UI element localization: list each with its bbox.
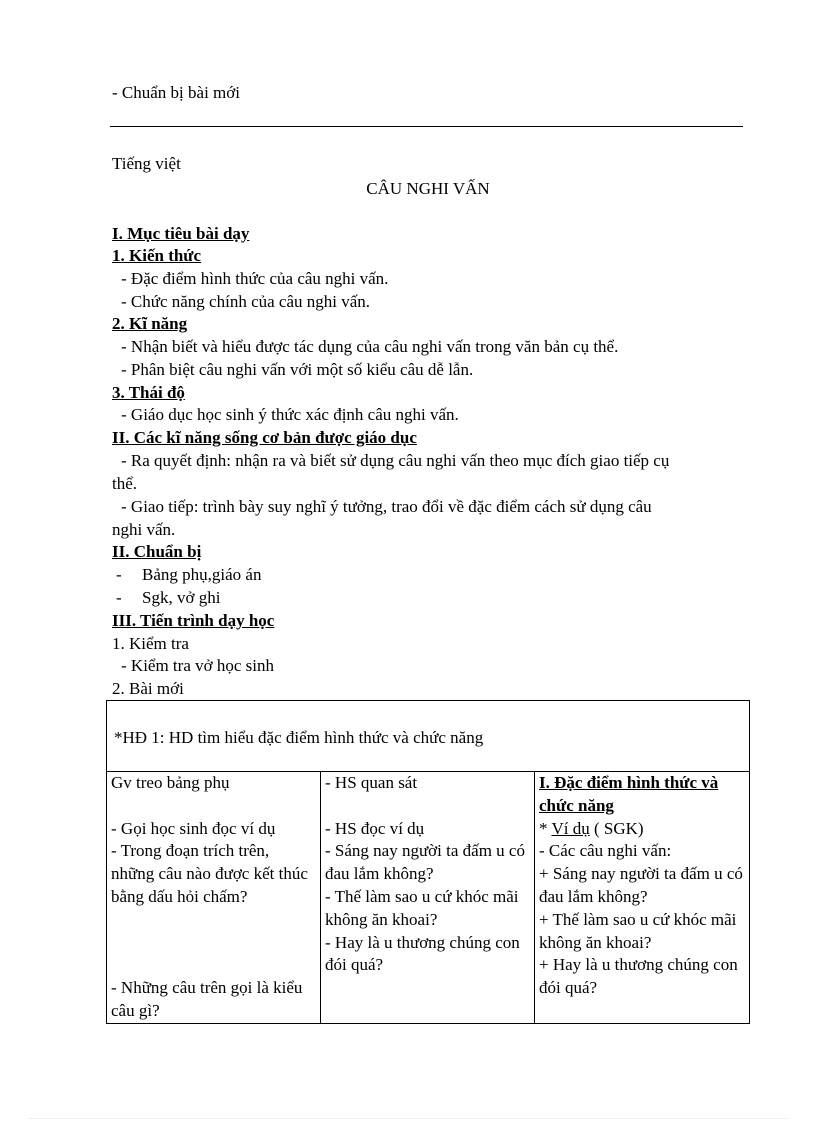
life-skills-heading: II. Các kĩ năng sống cơ bản được giáo dục (112, 428, 417, 447)
preparation-item-text: Sgk, vở ghi (142, 588, 221, 607)
content-heading: I. Đặc điểm hình thức và chức năng (539, 773, 719, 815)
activity-title: *HĐ 1: HD tìm hiểu đặc điểm hình thức và chức năng (107, 701, 750, 772)
question-item: + Thế làm sao u cứ khóc mãi không ăn khoai? (539, 909, 737, 952)
top-note: - Chuẩn bị bài mới (112, 83, 240, 102)
table-row (107, 772, 750, 1024)
life-skills-line: thể. (112, 474, 138, 493)
life-skills-line: - Giao tiếp: trình bày suy nghĩ ý tưởng, trao đổi về đặc điểm cách sử dụng câu (121, 497, 652, 516)
question-item: + Sáng nay người ta đấm u có đau lắm không? (539, 864, 743, 906)
activity-row (107, 701, 750, 772)
teacher-column (107, 772, 321, 1024)
knowledge-heading: 1. Kiến thức (112, 246, 202, 265)
attitude-item: - Giáo dục học sinh ý thức xác định câu nghi vấn. (121, 405, 459, 424)
teacher-step: Gv treo bảng phụ (111, 773, 230, 792)
subject-label: Tiếng việt (112, 154, 181, 173)
attitude-heading: 3. Thái độ (112, 383, 185, 402)
lesson-title: CÂU NGHI VẤN (366, 179, 490, 198)
student-step: - Thế làm sao u cứ khóc mãi không ăn khoai? (325, 886, 519, 929)
lesson-table (106, 700, 750, 1024)
section-divider (110, 126, 743, 127)
question-intro: - Các câu nghi vấn: (539, 841, 672, 861)
skills-heading: 2. Kĩ năng (112, 314, 188, 333)
question-item: + Hay là u thương chúng con đói quá? (539, 955, 738, 998)
teacher-step: - Gọi học sinh đọc ví dụ (111, 818, 276, 838)
student-column (321, 772, 535, 1024)
check-heading: 1. Kiểm tra (112, 634, 189, 653)
process-heading: III. Tiến trình dạy học (112, 611, 275, 630)
student-step: - Hay là u thương chúng con đói quá? (325, 932, 520, 975)
example-suffix: ( SGK) (589, 818, 644, 838)
knowledge-item: - Chức năng chính của câu nghi vấn. (121, 292, 371, 311)
knowledge-item: - Đặc điểm hình thức của câu nghi vấn. (121, 269, 389, 288)
skills-item: - Nhận biết và hiểu được tác dụng của câu nghi vấn trong văn bản cụ thể. (121, 337, 619, 356)
preparation-item-text: Bảng phụ,giáo án (142, 565, 262, 584)
check-item: - Kiểm tra vở học sinh (121, 656, 274, 675)
list-marker: - (116, 565, 122, 584)
student-step: - HS đọc ví dụ (325, 818, 425, 838)
teacher-step: - Những câu trên gọi là kiểu câu gì? (111, 978, 303, 1020)
list-marker: - (116, 588, 122, 607)
preparation-item (116, 564, 261, 587)
skills-item: - Phân biệt câu nghi vấn với một số kiểu câu dễ lẫn. (121, 360, 474, 379)
teacher-step: - Trong đoạn trích trên, những câu nào được kết thúc bằng dấu hỏi chấm? (111, 841, 308, 906)
example-line (539, 818, 745, 841)
example-label: Ví dụ (551, 818, 590, 838)
life-skills-line: - Ra quyết định: nhận ra và biết sử dụng câu nghi vấn theo mục đích giao tiếp cụ (121, 451, 670, 470)
preparation-item (116, 587, 220, 610)
life-skills-line: nghi vấn. (112, 520, 176, 539)
preparation-heading: II. Chuẩn bị (112, 542, 202, 561)
page-bottom-border (28, 1118, 788, 1119)
student-step: - Sáng nay người ta đấm u có đau lắm không? (325, 841, 525, 884)
new-lesson-label: 2. Bài mới (112, 679, 184, 698)
student-step: - HS quan sát (325, 773, 418, 792)
example-prefix: * (539, 818, 552, 838)
objectives-heading: I. Mục tiêu bài dạy (112, 224, 250, 243)
content-column (535, 772, 750, 1024)
